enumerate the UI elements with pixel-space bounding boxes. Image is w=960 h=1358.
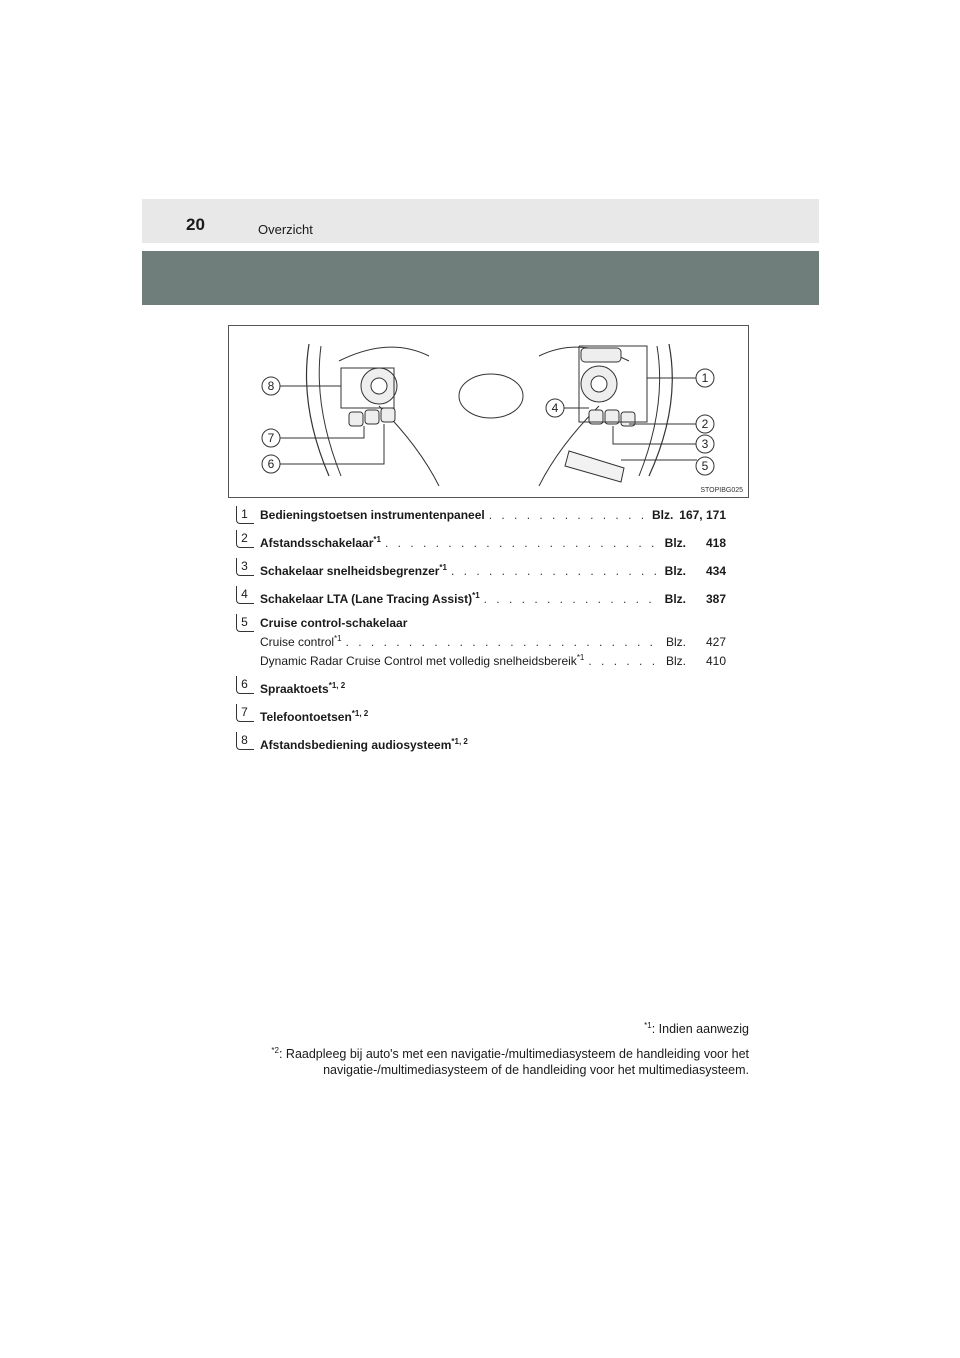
list-item <box>236 616 726 669</box>
footnote-mark: *1, 2 <box>328 681 346 690</box>
item-number: 8 <box>236 732 253 749</box>
item-label: Telefoontoetsen$^{*1, 2}$ <box>260 709 369 724</box>
item-label: Afstandsbediening audiosysteem$^{*1, 2}$ <box>260 737 468 752</box>
item-number: 4 <box>236 586 253 603</box>
callout-7: 7 <box>267 431 275 445</box>
callout-4: 4 <box>551 401 559 415</box>
item-label: Afstandsschakelaar$^{*1}$ <box>260 535 381 550</box>
item-label: Schakelaar LTA (Lane Tracing Assist)$^{*1}$ <box>260 591 480 606</box>
page-value: 410 <box>705 654 726 668</box>
leader-dots <box>489 508 648 523</box>
page-value: 434 <box>705 564 726 578</box>
list-item <box>236 678 726 697</box>
item-label: Bedieningstoetsen instrumentenpaneel <box>260 508 485 522</box>
item-number: 7 <box>236 704 253 721</box>
item-label: Schakelaar snelheidsbegrenzer$^{*1}$ <box>260 563 447 578</box>
footnote-mark: *1 <box>373 535 381 544</box>
item-label: Spraaktoets$^{*1, 2}$ <box>260 681 346 696</box>
footnote-mark: *1, 2 <box>451 737 468 746</box>
page-number: 20 <box>186 215 205 234</box>
sub-item-label: Dynamic Radar Cruise Control met volledig snelheidsbereik$^{*1}$ <box>260 653 585 668</box>
page-ref: Blz. <box>664 592 686 606</box>
page-value: 427 <box>705 635 726 649</box>
list-item <box>236 560 726 579</box>
page-value: 418 <box>705 536 726 550</box>
page-ref: Blz. <box>651 508 674 522</box>
footnote-1: $^{*1}$: Indien aanwezig <box>644 1021 749 1037</box>
list-item <box>236 734 726 753</box>
footnote-mark: *1, 2 <box>351 709 369 718</box>
footnote-mark: *1 <box>439 563 447 572</box>
leader-dots <box>346 635 662 650</box>
sub-item-label: Cruise control$^{*1}$ <box>260 634 342 649</box>
steering-wheel-illustration <box>229 326 748 497</box>
component-list <box>236 508 726 762</box>
leader-dots <box>451 564 661 579</box>
item-number: 5 <box>236 614 253 631</box>
header-bar <box>142 199 819 243</box>
item-label: Cruise control-schakelaar <box>260 616 408 630</box>
callout-1: 1 <box>701 371 709 385</box>
callout-3: 3 <box>701 437 709 451</box>
chapter-band <box>142 251 819 305</box>
list-item <box>236 706 726 725</box>
callout-2: 2 <box>701 417 709 431</box>
page-ref: Blz. <box>665 635 686 649</box>
footnotes <box>249 1018 749 1084</box>
footnote-mark: *1 <box>576 653 585 662</box>
page-value: 387 <box>705 592 726 606</box>
page-ref: Blz. <box>664 536 686 550</box>
list-item <box>236 588 726 607</box>
leader-dots <box>588 654 662 669</box>
list-item <box>236 532 726 551</box>
footnote-2: $^{*2}$: Raadpleeg bij auto's met een navigatie-/multimediasysteem de handleiding voor het navigatie-/multimediasysteem of de handleiding voor het multimediasysteem. <box>271 1046 749 1078</box>
page-ref: Blz. <box>665 654 686 668</box>
item-number: 3 <box>236 558 253 575</box>
callout-6: 6 <box>267 457 275 471</box>
steering-wheel-figure <box>228 325 749 498</box>
list-item <box>236 508 726 523</box>
item-number: 6 <box>236 676 253 693</box>
figure-code: STOPIBG025 <box>700 487 743 494</box>
page-ref: Blz. <box>664 564 686 578</box>
item-number: 1 <box>236 506 253 523</box>
page-value: 167, 171 <box>679 508 726 522</box>
section-title: Overzicht <box>258 222 313 237</box>
footnote-mark: *1 <box>472 591 480 600</box>
leader-dots <box>484 592 661 607</box>
footnote-mark: *1 <box>334 634 342 643</box>
item-number: 2 <box>236 530 253 547</box>
callout-8: 8 <box>267 379 275 393</box>
callout-5: 5 <box>701 459 709 473</box>
leader-dots <box>385 536 661 551</box>
